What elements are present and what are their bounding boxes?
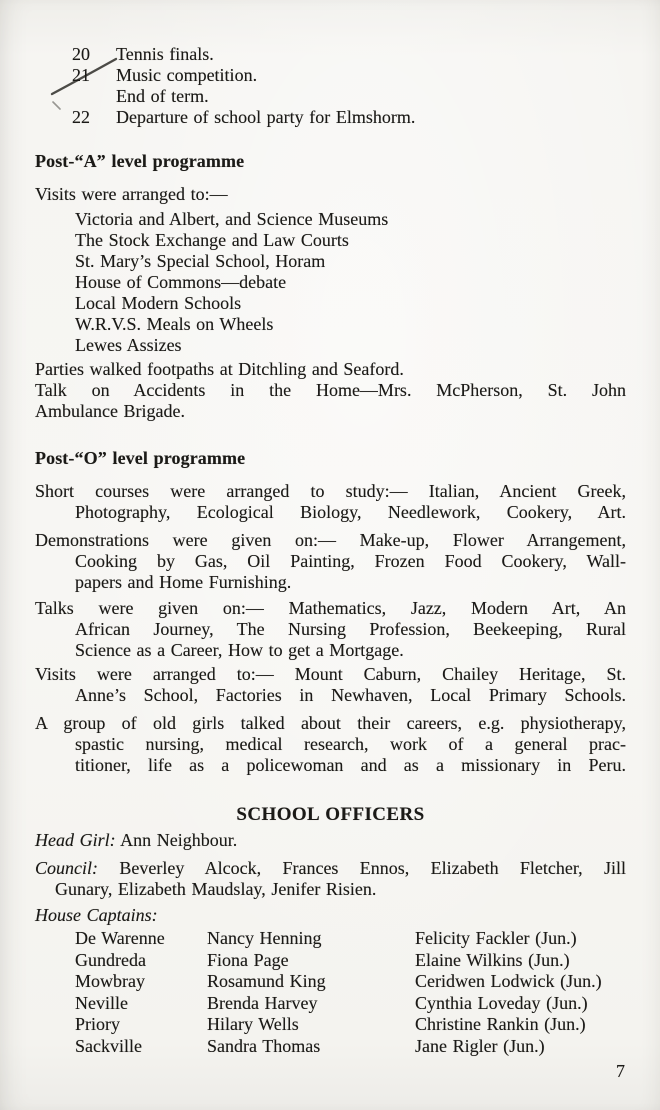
house-captains-table bbox=[75, 928, 626, 1057]
section-school-officers bbox=[35, 804, 626, 1057]
visit-item: W.R.V.S. Meals on Wheels bbox=[75, 314, 274, 334]
visit-item: House of Commons—debate bbox=[75, 272, 287, 292]
council-line bbox=[35, 858, 626, 879]
junior-captain-name: Christine Rankin (Jun.) bbox=[415, 1014, 586, 1034]
paragraph-line: Photography, Ecological Biology, Needlework, Cookery, Art. bbox=[75, 502, 626, 522]
visit-item: The Stock Exchange and Law Courts bbox=[75, 230, 349, 250]
paragraph bbox=[35, 713, 626, 776]
page-number: 7 bbox=[616, 1061, 625, 1081]
event-row bbox=[72, 65, 625, 86]
paragraph-line: African Journey, The Nursing Profession, Beekeeping, Rural bbox=[75, 619, 626, 639]
captain-name: Nancy Henning bbox=[207, 928, 322, 948]
visit-item: Local Modern Schools bbox=[75, 293, 242, 313]
event-day bbox=[72, 86, 116, 107]
house-captains-label bbox=[35, 905, 626, 926]
junior-captain-name: Ceridwen Lodwick (Jun.) bbox=[415, 971, 602, 991]
event-row bbox=[72, 86, 625, 107]
paragraph-line: spastic nursing, medical research, work of a general prac- bbox=[75, 734, 626, 754]
paragraph-line: Short courses were arranged to study:— Italian, Ancient Greek, bbox=[35, 481, 626, 501]
house-name: De Warenne bbox=[75, 928, 165, 948]
captain-name: Sandra Thomas bbox=[207, 1035, 321, 1056]
event-day: 21 bbox=[72, 65, 90, 85]
paragraph-line: papers and Home Furnishing. bbox=[75, 572, 292, 592]
section-heading: Post-“A” level programme bbox=[35, 151, 245, 171]
council-names: Beverley Alcock, Frances Ennos, Elizabeth Fletcher, Jill bbox=[119, 858, 626, 878]
house-name: Mowbray bbox=[75, 971, 145, 991]
intro-line: Visits were arranged to:— bbox=[35, 184, 228, 204]
event-text: End of term. bbox=[116, 86, 209, 106]
event-day: 22 bbox=[72, 107, 90, 127]
section-heading-school-officers: SCHOOL OFFICERS bbox=[236, 804, 425, 825]
event-text: Music competition. bbox=[116, 65, 258, 85]
paragraph-line: Cooking by Gas, Oil Painting, Frozen Food Cookery, Wall- bbox=[75, 551, 626, 571]
paragraph bbox=[35, 664, 626, 706]
house-name: Neville bbox=[75, 992, 128, 1013]
house-captains-label-text: House Captains: bbox=[35, 905, 158, 925]
event-text: Departure of school party for Elmshorm. bbox=[116, 107, 416, 127]
captain-name: Hilary Wells bbox=[207, 1014, 299, 1034]
paragraph bbox=[35, 530, 626, 593]
paragraph-line: A group of old girls talked about their careers, e.g. physiotherapy, bbox=[35, 713, 626, 733]
event-row bbox=[72, 107, 625, 128]
section-heading: Post-“O” level programme bbox=[35, 448, 246, 468]
visit-item: Lewes Assizes bbox=[75, 335, 182, 355]
visit-item: Victoria and Albert, and Science Museums bbox=[75, 209, 389, 229]
paragraph-line: titioner, life as a policewoman and as a missionary in Peru. bbox=[75, 755, 626, 775]
calendar-events-list bbox=[72, 44, 625, 128]
paragraph bbox=[35, 481, 626, 523]
house-name: Sackville bbox=[75, 1035, 142, 1056]
head-girl-name: Ann Neighbour. bbox=[120, 830, 238, 850]
paragraph-line: Visits were arranged to:— Mount Caburn, Chailey Heritage, St. bbox=[35, 664, 626, 684]
paragraph-line: Ambulance Brigade. bbox=[35, 401, 186, 421]
captain-name: Rosamund King bbox=[207, 971, 326, 991]
junior-captain-name: Cynthia Loveday (Jun.) bbox=[415, 992, 588, 1013]
paragraph-line: Talk on Accidents in the Home—Mrs. McPherson, St. John bbox=[35, 380, 626, 400]
paragraph bbox=[35, 598, 626, 661]
paragraph-line: Parties walked footpaths at Ditchling and Seaford. bbox=[35, 359, 404, 379]
section-post-a-level-programme bbox=[35, 151, 626, 422]
head-girl-label: Head Girl: bbox=[35, 830, 116, 850]
council-line: Gunary, Elizabeth Maudslay, Jenifer Risien. bbox=[55, 879, 377, 899]
visits-list bbox=[35, 209, 626, 356]
visit-item: St. Mary’s Special School, Horam bbox=[75, 251, 326, 271]
junior-captain-name: Jane Rigler (Jun.) bbox=[415, 1035, 545, 1056]
council-label: Council: bbox=[35, 858, 98, 878]
paragraph-line: Science as a Career, How to get a Mortgage. bbox=[75, 640, 404, 660]
house-name: Priory bbox=[75, 1014, 120, 1034]
event-text: Tennis finals. bbox=[116, 44, 214, 64]
junior-captain-name: Felicity Fackler (Jun.) bbox=[415, 928, 577, 948]
paragraph-line: Talks were given on:— Mathematics, Jazz, Modern Art, An bbox=[35, 598, 626, 618]
captain-name: Fiona Page bbox=[207, 949, 289, 970]
event-row bbox=[72, 44, 625, 65]
house-name: Gundreda bbox=[75, 949, 146, 970]
captain-name: Brenda Harvey bbox=[207, 992, 318, 1013]
head-girl-line bbox=[35, 830, 626, 851]
paragraph-line: Anne’s School, Factories in Newhaven, Local Primary Schools. bbox=[75, 685, 626, 705]
section-post-o-level-programme bbox=[35, 448, 626, 776]
event-day: 20 bbox=[72, 44, 90, 64]
paragraph-line: Demonstrations were given on:— Make-up, Flower Arrangement, bbox=[35, 530, 626, 550]
junior-captain-name: Elaine Wilkins (Jun.) bbox=[415, 949, 570, 970]
